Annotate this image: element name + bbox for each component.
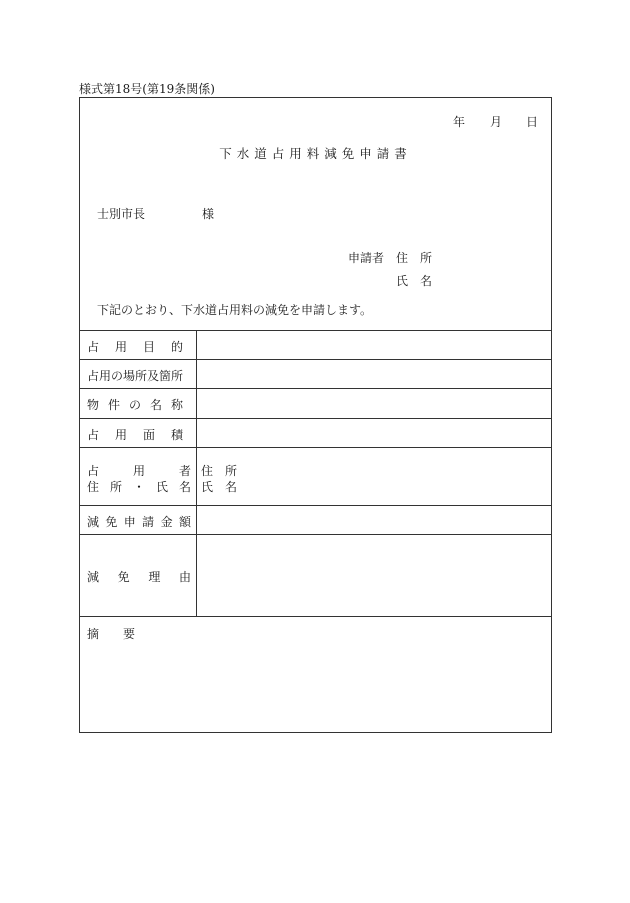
label-char: 面: [142, 428, 155, 442]
amount-label: [87, 513, 191, 530]
occupant-name-label: 氏 名: [201, 480, 238, 494]
column-divider: [196, 330, 197, 616]
location-field[interactable]: [200, 360, 550, 387]
label-char: 積: [170, 428, 183, 442]
label-char: 名: [178, 480, 191, 494]
addressee-name: 士別市長: [97, 207, 146, 221]
item-name-field[interactable]: [200, 389, 550, 417]
label-char: 用: [114, 340, 127, 354]
remarks-field[interactable]: [84, 643, 548, 728]
label-char: の: [128, 398, 141, 412]
label-char: 申: [123, 515, 136, 529]
occupant-field[interactable]: [250, 450, 550, 502]
label-char: 占: [87, 464, 100, 478]
label-char: 称: [170, 398, 183, 412]
label-char: 名: [149, 398, 162, 412]
label-char: 金: [160, 515, 173, 529]
label-char: 占: [87, 340, 100, 354]
application-form: [79, 97, 552, 733]
purpose-label: [87, 338, 183, 355]
label-char: 占: [87, 428, 100, 442]
row-divider: [80, 447, 551, 448]
application-statement: 下記のとおり、下水道占用料の減免を申請します。: [97, 303, 373, 317]
label-char: 由: [178, 570, 191, 584]
item-name-label: [87, 396, 183, 413]
occupant-label-line2: [87, 478, 191, 495]
occupant-label-line1: [87, 462, 191, 479]
label-char: 氏: [155, 480, 168, 494]
form-number: 様式第18号(第19条関係): [79, 82, 215, 96]
label-char: 用: [114, 428, 127, 442]
label-char: 物: [87, 398, 100, 412]
form-title: 下水道占用料減免申請書: [219, 146, 412, 161]
reason-label: [87, 568, 191, 585]
label-char: 件: [107, 398, 120, 412]
addressee-honorific: 様: [202, 207, 215, 221]
label-char: ・: [132, 480, 145, 494]
purpose-field[interactable]: [200, 331, 550, 358]
label-char: 免: [117, 570, 130, 584]
label-char: 目: [142, 340, 155, 354]
applicant-address-label: 住 所: [396, 251, 433, 265]
label-char: 住: [87, 480, 100, 494]
applicant-name-label: 氏 名: [396, 274, 433, 288]
label-char: 額: [178, 515, 191, 529]
occupant-address-label: 住 所: [201, 464, 238, 478]
area-label: [87, 426, 183, 443]
label-char: 減: [87, 515, 100, 529]
amount-field[interactable]: [200, 506, 550, 533]
label-char: 免: [105, 515, 118, 529]
label-char: 請: [142, 515, 155, 529]
label-char: 所: [109, 480, 122, 494]
remarks-label: 摘 要: [87, 627, 136, 641]
date-year-label: 年: [453, 115, 466, 129]
location-label: 占用の場所及箇所: [87, 369, 184, 383]
label-char: 者: [178, 464, 191, 478]
row-divider: [80, 616, 551, 617]
applicant-label: 申請者: [348, 251, 385, 265]
date-month-label: 月: [490, 115, 503, 129]
reason-field[interactable]: [200, 535, 550, 615]
label-char: 的: [170, 340, 183, 354]
date-day-label: 日: [526, 115, 539, 129]
label-char: 減: [87, 570, 100, 584]
area-field[interactable]: [200, 419, 550, 446]
label-char: 用: [132, 464, 145, 478]
label-char: 理: [148, 570, 161, 584]
